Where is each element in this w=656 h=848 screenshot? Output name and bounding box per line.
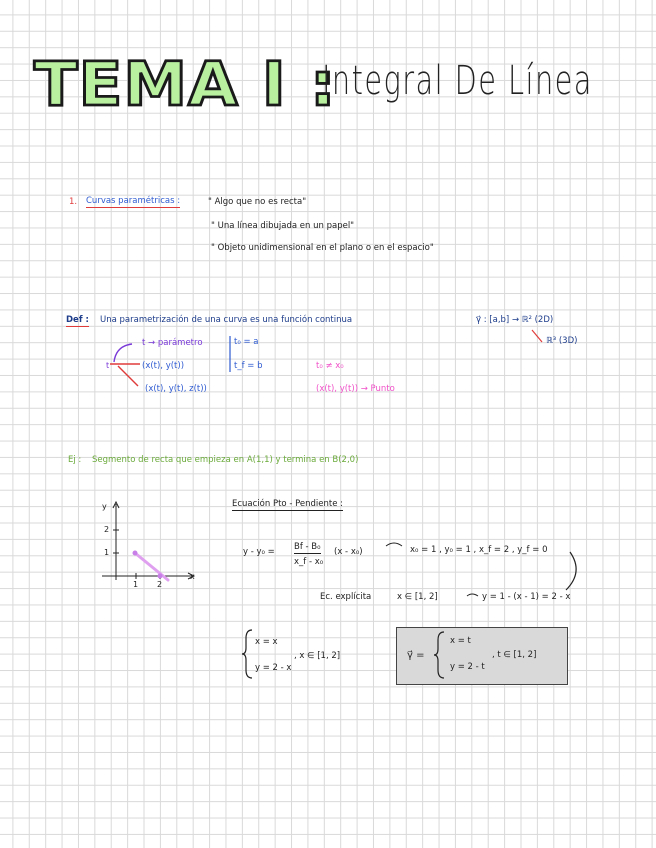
t-symbol: t [106, 361, 110, 370]
left-brace [240, 628, 254, 680]
explicit-domain: x ∈ [1, 2] [397, 592, 438, 602]
list-item: " Algo que no es recta" [208, 197, 307, 207]
section-number: 1. [69, 197, 78, 207]
parameter-label: t → parámetro [142, 338, 203, 348]
equation-numerator: Bf - B₀ [294, 542, 321, 552]
tf-value: t_f = b [234, 361, 263, 371]
system-line-1: x = x [255, 637, 278, 647]
section-heading: Curvas paramétricas : [86, 196, 181, 206]
result-domain: , t ∈ [1, 2] [492, 650, 537, 660]
page-subtitle: Integral De Línea [322, 58, 593, 104]
explicit-result: y = 1 - (x - 1) = 2 - x [482, 592, 571, 602]
list-item: " Objeto unidimensional en el plano o en el espacio" [211, 243, 434, 253]
pink-note-1: t₀ ≠ x₀ [316, 361, 344, 371]
result-brace [432, 630, 446, 680]
definition-function-3d: ℝ³ (3D) [546, 336, 578, 346]
coords-2d: (x(t), y(t)) [142, 361, 185, 371]
equation-values: x₀ = 1 , y₀ = 1 , x_f = 2 , y_f = 0 [410, 545, 548, 555]
x-axis-label: x [190, 572, 195, 581]
result-gamma: γ⃗ = [407, 650, 425, 661]
definition-text: Una parametrización de una curva es una función continua [100, 315, 353, 325]
page-title: TEMA I : [34, 49, 337, 121]
example-label: Ej : [68, 455, 82, 465]
equation-factor: (x - x₀) [334, 547, 363, 557]
result-line-1: x = t [450, 636, 471, 646]
y-axis-label: y [102, 502, 107, 511]
x-tick: 1 [133, 580, 139, 589]
explicit-label: Ec. explícita [320, 592, 372, 602]
definition-function: γ⃗ : [a,b] → ℝ² (2D) [476, 315, 554, 325]
example-text: Segmento de recta que empieza en A(1,1) y termina en B(2,0) [92, 455, 359, 465]
x-tick: 2 [157, 580, 163, 589]
list-item: " Una línea dibujada en un papel" [211, 221, 355, 231]
y-tick: 1 [104, 548, 110, 557]
system-line-2: y = 2 - x [255, 663, 292, 673]
equation-denominator: x_f - x₀ [294, 557, 324, 567]
equation-lhs: y - y₀ = [243, 547, 275, 557]
t0-value: t₀ = a [234, 337, 259, 347]
coords-3d: (x(t), y(t), z(t)) [145, 384, 207, 394]
y-tick: 2 [104, 525, 110, 534]
result-line-2: y = 2 - t [450, 662, 485, 672]
pink-note-2: (x(t), y(t)) → Punto [316, 384, 395, 394]
equation-heading: Ecuación Pto - Pendiente : [232, 499, 344, 509]
definition-label: Def : [66, 315, 89, 325]
system-domain: , x ∈ [1, 2] [294, 651, 341, 661]
